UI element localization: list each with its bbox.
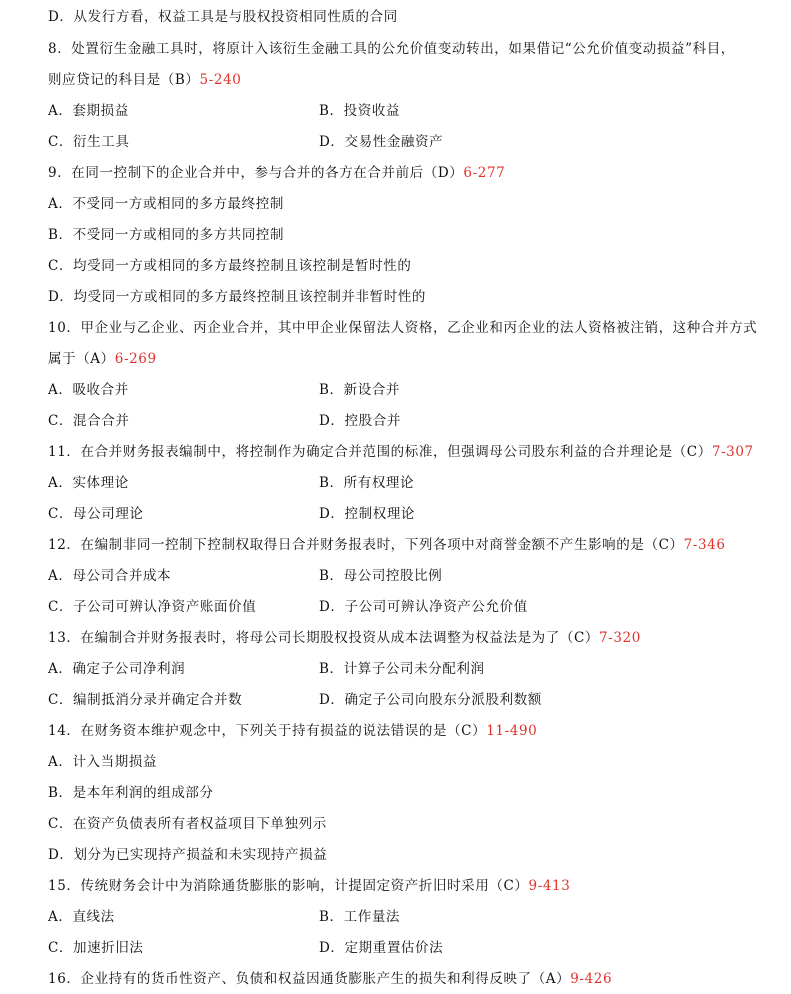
question-10-option-c: C．混合合并 <box>48 413 130 429</box>
question-11-stem: 11．在合并财务报表编制中，将控制作为确定合并范围的标准，但强调母公司股东利益的合并理论是（C）7-307 <box>48 444 754 460</box>
question-8-ref: 5-240 <box>199 72 242 88</box>
question-10-stem-1: 10．甲企业与乙企业、丙企业合并，其中甲企业保留法人资格，乙企业和丙企业的法人资格被注销，这种合并方式 <box>48 320 758 336</box>
question-12-option-c: C．子公司可辨认净资产账面价值 <box>48 599 257 615</box>
question-14-ref: 11-490 <box>486 723 538 739</box>
question-8-stem-1: 8．处置衍生金融工具时，将原计入该衍生金融工具的公允价值变动转出，如果借记“公允价值变动损益”科目， <box>48 41 735 57</box>
option-d-prev: D．从发行方看，权益工具是与股权投资相同性质的合同 <box>48 9 398 25</box>
question-11-option-c: C．母公司理论 <box>48 506 144 522</box>
question-15-stem: 15．传统财务会计中为消除通货膨胀的影响，计提固定资产折旧时采用（C）9-413 <box>48 878 571 894</box>
question-10-option-d: D．控股合并 <box>319 413 401 429</box>
question-11-option-d: D．控制权理论 <box>319 506 416 522</box>
question-13-option-b: B．计算子公司未分配利润 <box>319 661 485 677</box>
question-9-ref: 6-277 <box>463 165 506 181</box>
question-10-option-a: A．吸收合并 <box>48 382 129 398</box>
question-13-option-d: D．确定子公司向股东分派股利数额 <box>319 692 542 708</box>
question-14-option-c: C．在资产负债表所有者权益项目下单独列示 <box>48 816 327 832</box>
question-14-option-d: D．划分为已实现持产损益和未实现持产损益 <box>48 847 328 863</box>
question-15-option-c: C．加速折旧法 <box>48 940 144 956</box>
question-11-option-b: B．所有权理论 <box>319 475 415 491</box>
question-15-ref: 9-413 <box>528 878 571 894</box>
question-15-option-b: B．工作量法 <box>319 909 401 925</box>
question-12-option-b: B．母公司控股比例 <box>319 568 443 584</box>
question-12-ref: 7-346 <box>683 537 726 553</box>
question-9-option-d: D．均受同一方或相同的多方最终控制且该控制并非暂时性的 <box>48 289 427 305</box>
question-12-stem: 12．在编制非同一控制下控制权取得日合并财务报表时，下列各项中对商誉金额不产生影响的是（C）7-346 <box>48 537 726 553</box>
question-12-option-d: D．子公司可辨认净资产公允价值 <box>319 599 528 615</box>
question-13-stem: 13．在编制合并财务报表时，将母公司长期股权投资从成本法调整为权益法是为了（C）7-320 <box>48 630 641 646</box>
question-8-option-c: C．衍生工具 <box>48 134 130 150</box>
question-16-ref: 9-426 <box>570 971 613 987</box>
question-9-option-c: C．均受同一方或相同的多方最终控制且该控制是暂时性的 <box>48 258 412 274</box>
question-14-stem: 14．在财务资本维护观念中，下列关于持有损益的说法错误的是（C）11-490 <box>48 723 538 739</box>
question-13-option-c: C．编制抵消分录并确定合并数 <box>48 692 243 708</box>
question-8-option-d: D．交易性金融资产 <box>319 134 444 150</box>
question-15-option-d: D．定期重置估价法 <box>319 940 444 956</box>
question-9-option-a: A．不受同一方或相同的多方最终控制 <box>48 196 284 212</box>
question-14-option-a: A．计入当期损益 <box>48 754 158 770</box>
question-8-option-b: B．投资收益 <box>319 103 401 119</box>
question-13-option-a: A．确定子公司净利润 <box>48 661 186 677</box>
question-14-option-b: B．是本年利润的组成部分 <box>48 785 214 801</box>
question-10-stem-2: 属于（A）6-269 <box>48 351 157 367</box>
question-13-ref: 7-320 <box>599 630 641 646</box>
question-12-option-a: A．母公司合并成本 <box>48 568 172 584</box>
question-9-stem: 9．在同一控制下的企业合并中，参与合并的各方在合并前后（D）6-277 <box>48 165 506 181</box>
question-16-stem: 16．企业持有的货币性资产、负债和权益因通货膨胀产生的损失和利得反映了（A）9-426 <box>48 971 613 987</box>
question-11-ref: 7-307 <box>711 444 754 460</box>
question-10-option-b: B．新设合并 <box>319 382 401 398</box>
question-15-option-a: A．直线法 <box>48 909 115 925</box>
question-8-option-a: A．套期损益 <box>48 103 129 119</box>
question-10-ref: 6-269 <box>114 351 157 367</box>
question-9-option-b: B．不受同一方或相同的多方共同控制 <box>48 227 285 243</box>
question-11-option-a: A．实体理论 <box>48 475 129 491</box>
question-8-stem-2: 则应贷记的科目是（B）5-240 <box>48 72 242 88</box>
